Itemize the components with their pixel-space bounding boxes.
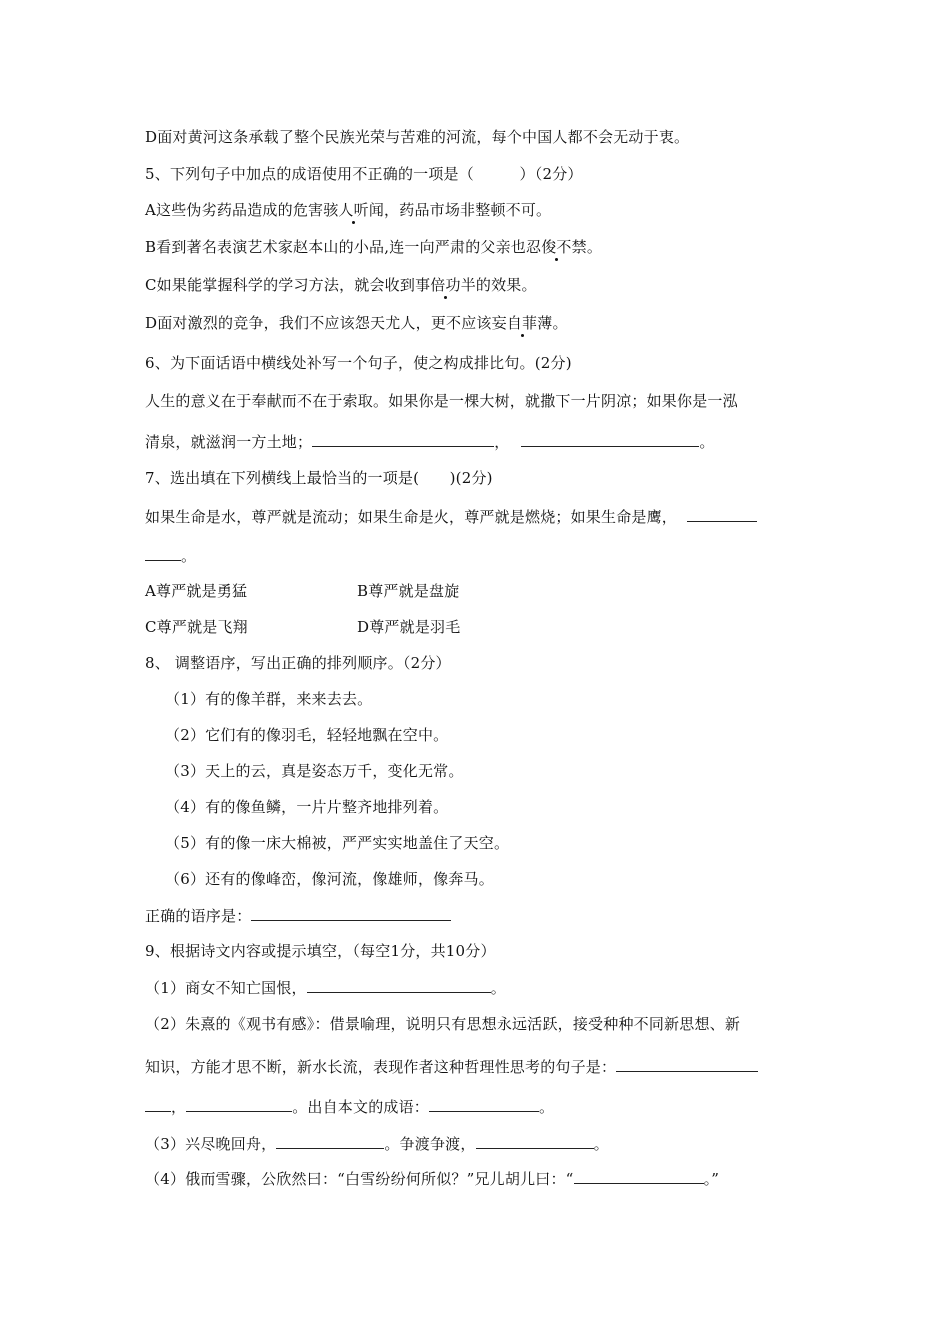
q5-option-b	[145, 237, 602, 257]
text: 。	[181, 547, 197, 565]
dotted-idiom: 妄自菲薄	[491, 314, 553, 332]
answer-blank[interactable]	[145, 1096, 171, 1112]
text: 。	[586, 238, 603, 256]
text: （1）商女不知亡国恨，	[145, 979, 307, 997]
text: 。	[699, 433, 715, 451]
q7-text-line2	[145, 545, 196, 566]
text: 知识，方能才思不断，新水长流，表现作者这种哲理性思考的句子是：	[145, 1058, 617, 1076]
answer-blank[interactable]	[616, 1056, 758, 1072]
q5-stem: 5、下列句子中加点的成语使用不正确的一项是（ ）（2分）	[145, 165, 583, 183]
q8-item-5: （5）有的像一床大棉被，严严实实地盖住了天空。	[165, 834, 510, 852]
q4-option-d: D面对黄河这条承载了整个民族光荣与苦难的河流，每个中国人都不会无动于衷。	[145, 128, 690, 146]
q9-item-3	[145, 1133, 609, 1154]
text: 如果生命是水，尊严就是流动；如果生命是火，尊严就是燃烧；如果生命是鹰，	[145, 508, 678, 526]
q7-option-a: A尊严就是勇猛	[145, 582, 248, 600]
q9-item-2-line2	[145, 1056, 758, 1077]
text: 正确的语序是：	[145, 907, 252, 925]
text: 。	[552, 314, 568, 332]
q5-option-a	[145, 200, 551, 220]
text: ，药品市场非整顿不可。	[384, 201, 552, 219]
answer-blank[interactable]	[687, 506, 757, 522]
q6-text-line1: 人生的意义在于奉献而不在于索取。如果你是一棵大树，就撒下一片阴凉；如果你是一泓	[145, 392, 738, 410]
q9-item-2-line1: （2）朱熹的《观书有感》：借景喻理，说明只有思想永远活跃，接受种种不同新思想、新	[145, 1015, 741, 1033]
answer-blank[interactable]	[312, 431, 494, 447]
q8-item-2: （2）它们有的像羽毛，轻轻地飘在空中。	[165, 726, 449, 744]
text: 。出自本文的成语：	[292, 1098, 430, 1116]
q9-item-2-line3	[145, 1096, 554, 1117]
q8-item-4: （4）有的像鱼鳞，一片片整齐地排列着。	[165, 798, 449, 816]
text: 清泉，就滋润一方土地；	[145, 433, 313, 451]
q8-item-3: （3）天上的云，真是姿态万千，变化无常。	[165, 762, 464, 780]
text: ，	[494, 433, 510, 451]
dotted-idiom: 事倍功半	[415, 276, 476, 294]
text: 。	[593, 1135, 609, 1153]
q9-stem: 9、根据诗文内容或提示填空，（每空1分，共10分）	[145, 942, 496, 960]
text: ，	[171, 1098, 187, 1116]
q8-item-6: （6）还有的像峰峦，像河流，像雄师，像奔马。	[165, 870, 494, 888]
q9-item-4	[145, 1168, 719, 1189]
text: C如果能掌握科学的学习方法，就会收到	[145, 276, 416, 294]
answer-blank[interactable]	[429, 1096, 539, 1112]
q7-option-c: C尊严就是飞翔	[145, 618, 248, 636]
q8-answer	[145, 905, 451, 926]
text: 。	[539, 1098, 555, 1116]
q6-stem: 6、为下面话语中横线处补写一个句子，使之构成排比句。(2分)	[145, 354, 572, 372]
q7-stem: 7、选出填在下列横线上最恰当的一项是( )(2分)	[145, 469, 493, 487]
answer-blank[interactable]	[307, 977, 491, 993]
answer-blank[interactable]	[186, 1096, 292, 1112]
q7-option-d: D尊严就是羽毛	[357, 618, 461, 636]
text: A这些伪劣药品造成的危害	[145, 201, 324, 219]
answer-blank[interactable]	[476, 1133, 594, 1149]
text: （3）兴尽晚回舟，	[145, 1135, 277, 1153]
text: 。争渡争渡，	[384, 1135, 476, 1153]
text: D面对激烈的竞争，我们不应该怨天尤人，更不应该	[145, 314, 492, 332]
text: 。”	[703, 1170, 720, 1188]
q6-text-line2	[145, 431, 715, 452]
q8-stem: 8、 调整语序，写出正确的排列顺序。（2分）	[145, 654, 451, 672]
q5-option-d	[145, 313, 568, 333]
answer-blank[interactable]	[251, 905, 451, 921]
text: 。	[490, 979, 506, 997]
q8-item-1: （1）有的像羊群，来来去去。	[165, 690, 373, 708]
q7-option-b: B尊严就是盘旋	[357, 582, 460, 600]
text: （4）俄而雪骤，公欣然曰：“白雪纷纷何所似？”兄儿胡儿曰：“	[145, 1170, 574, 1188]
text: 的效果。	[475, 276, 537, 294]
answer-blank[interactable]	[276, 1133, 384, 1149]
dotted-idiom: 忍俊不禁	[526, 238, 587, 256]
answer-blank[interactable]	[145, 545, 181, 561]
q7-text-line1	[145, 506, 757, 527]
answer-blank[interactable]	[521, 431, 699, 447]
answer-blank[interactable]	[574, 1168, 704, 1184]
dotted-idiom: 骇人听闻	[323, 201, 385, 219]
text: B看到著名表演艺术家赵本山的小品,连一向严肃的父亲也	[145, 238, 526, 256]
q5-option-c	[145, 275, 537, 295]
q9-item-1	[145, 977, 506, 998]
